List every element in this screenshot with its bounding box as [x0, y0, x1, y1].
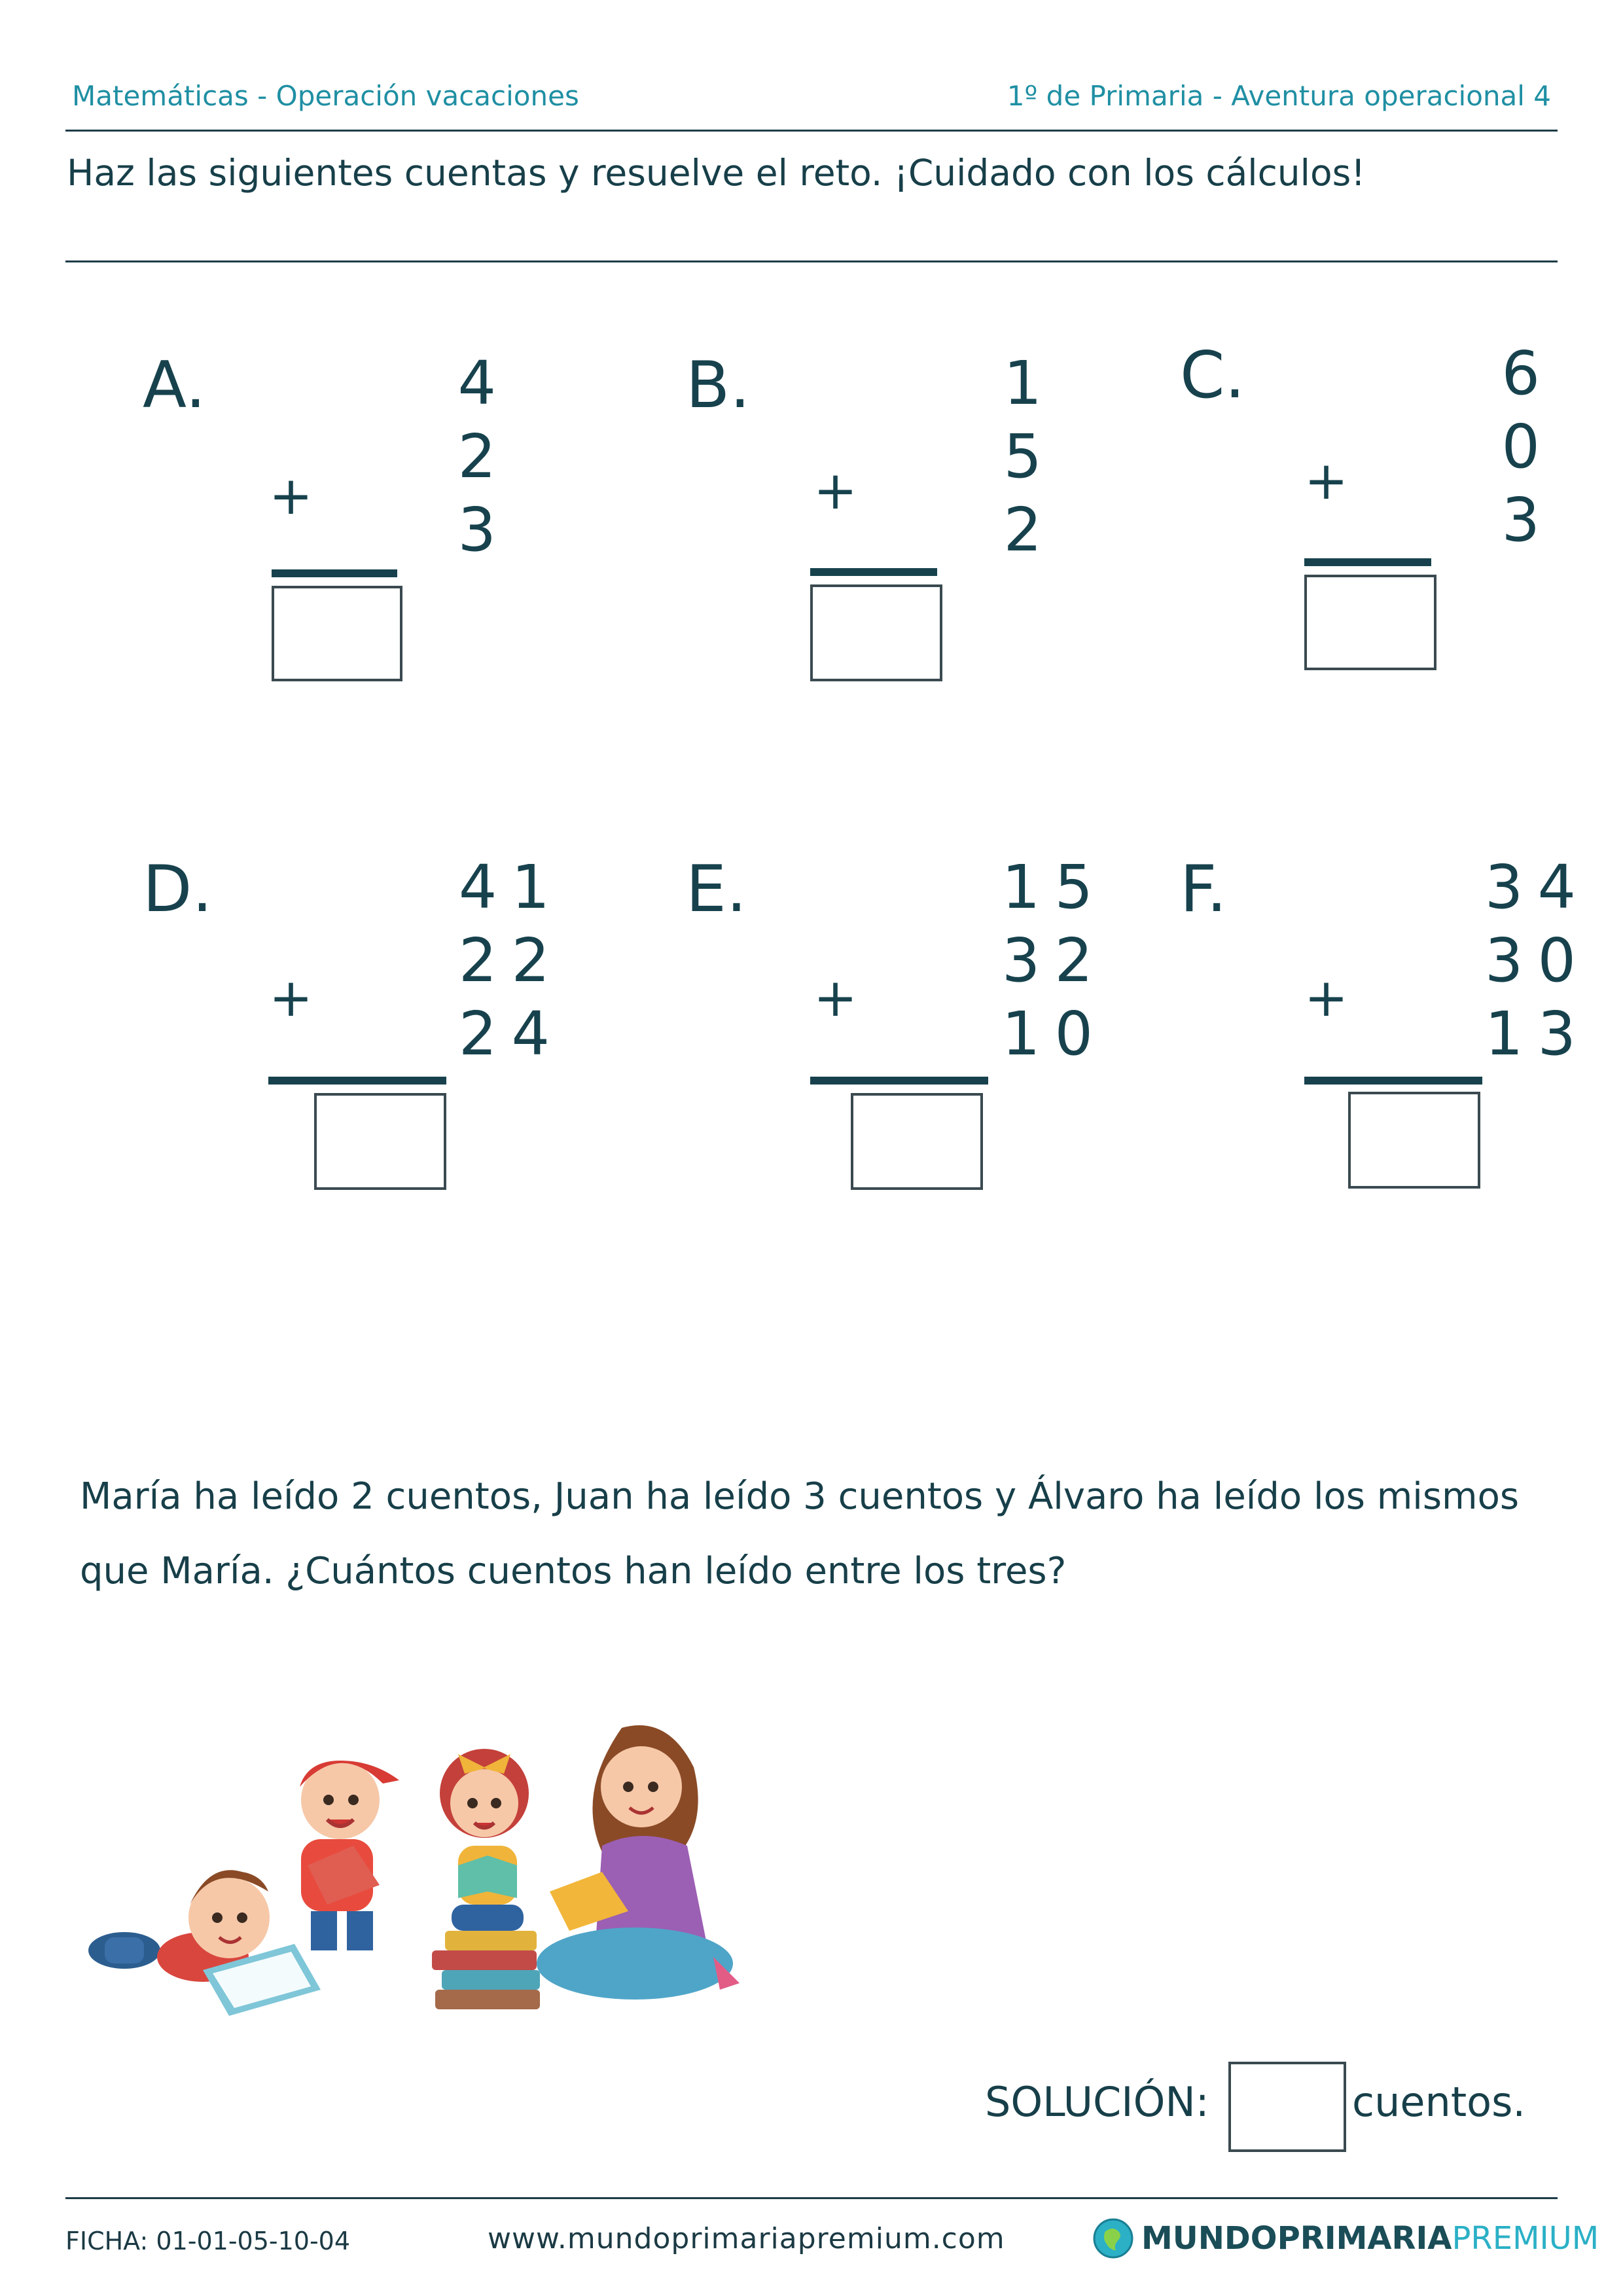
header-subject: Matemáticas - Operación vacaciones	[72, 80, 579, 112]
answer-box-d[interactable]	[314, 1093, 446, 1190]
header-grade: 1º de Primaria - Aventura operacional 4	[1007, 80, 1551, 112]
problem-letter: C.	[1180, 338, 1245, 413]
addend-2: 5	[1003, 422, 1056, 492]
solution-unit: cuentos.	[1352, 2078, 1526, 2126]
mundoprimaria-logo	[1093, 2219, 1599, 2258]
addend-2: 30	[1484, 925, 1590, 996]
plus-sign: +	[1304, 450, 1349, 511]
sum-bar-b	[810, 568, 937, 576]
instructions-divider	[65, 260, 1558, 262]
sum-bar-a	[272, 569, 397, 577]
word-problem-line-2: que María. ¿Cuántos cuentos han leído entre los tres?	[80, 1550, 1067, 1592]
problem-letter: F.	[1180, 852, 1227, 927]
boy-with-cap-figure	[300, 1761, 399, 1950]
logo-accent: PREMIUM	[1452, 2220, 1599, 2257]
children-reading-illustration	[65, 1695, 772, 2042]
addend-3: 3	[1501, 485, 1554, 555]
instructions: Haz las siguientes cuentas y resuelve el reto. ¡Cuidado con los cálculos!	[67, 152, 1366, 194]
logo-main: MUNDOPRIMARIA	[1141, 2220, 1452, 2257]
addend-3: 13	[1484, 999, 1590, 1069]
addend-2: 22	[458, 925, 564, 996]
addend-1: 6	[1501, 338, 1554, 408]
answer-box-c[interactable]	[1304, 575, 1436, 670]
plus-sign: +	[813, 460, 858, 521]
answer-box-e[interactable]	[851, 1093, 983, 1190]
problem-letter: D.	[143, 852, 213, 927]
addend-3: 24	[458, 999, 564, 1069]
addend-1: 4	[457, 348, 510, 418]
word-problem	[80, 1460, 1559, 1609]
answer-box-f[interactable]	[1348, 1092, 1480, 1189]
website-link[interactable]: www.mundoprimariapremium.com	[488, 2222, 1005, 2255]
answer-box-a[interactable]	[272, 586, 402, 681]
logo-text	[1141, 2220, 1599, 2257]
sum-bar-c	[1304, 558, 1431, 566]
girl-with-bow-figure	[440, 1749, 529, 1931]
sum-bar-e	[810, 1077, 988, 1085]
addend-3: 3	[457, 495, 510, 565]
ficha-code	[65, 2227, 350, 2255]
addend-3: 2	[1003, 495, 1056, 565]
sum-bar-d	[268, 1077, 446, 1085]
ficha-label: FICHA:	[65, 2227, 149, 2255]
lying-boy-figure	[88, 1870, 321, 2016]
addend-1: 15	[1001, 852, 1107, 922]
globe-icon	[1093, 2218, 1133, 2259]
word-problem-line-1: María ha leído 2 cuentos, Juan ha leído 3 cuentos y Álvaro ha leído los mismos	[80, 1475, 1520, 1518]
ficha-number: 01-01-05-10-04	[156, 2227, 351, 2255]
plus-sign: +	[1304, 967, 1349, 1028]
addend-3: 10	[1001, 999, 1107, 1069]
footer-divider	[65, 2197, 1558, 2199]
addend-2: 0	[1501, 412, 1554, 482]
solution-label: SOLUCIÓN:	[985, 2078, 1209, 2126]
problem-letter: A.	[143, 348, 206, 423]
problem-letter: B.	[686, 348, 751, 423]
problem-letter: E.	[686, 852, 747, 927]
plus-sign: +	[269, 465, 313, 526]
answer-box-b[interactable]	[810, 584, 942, 681]
sum-bar-f	[1304, 1077, 1482, 1085]
addend-2: 32	[1001, 925, 1107, 996]
addend-1: 41	[458, 852, 564, 922]
header-divider	[65, 130, 1558, 132]
plus-sign: +	[813, 967, 858, 1028]
addend-2: 2	[457, 422, 510, 492]
addend-1: 34	[1484, 852, 1590, 922]
addend-1: 1	[1003, 348, 1056, 418]
plus-sign: +	[269, 967, 313, 1028]
teacher-figure	[537, 1725, 740, 2000]
book-stack	[432, 1931, 540, 2009]
solution-answer-box[interactable]	[1228, 2062, 1346, 2152]
